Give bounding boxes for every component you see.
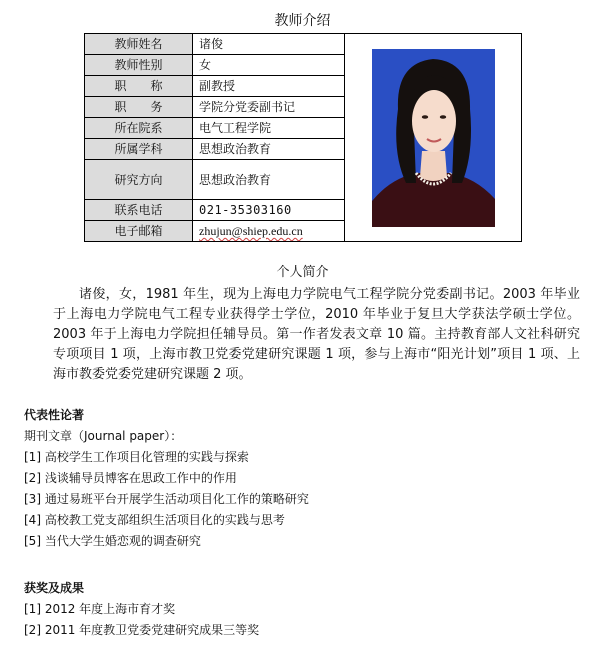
award-item: [1] 2012 年度上海市育才奖 — [24, 602, 176, 616]
publication-item: [4] 高校教工党支部组织生活项目化的实践与思考 — [24, 513, 285, 527]
publication-item: [5] 当代大学生婚恋观的调查研究 — [24, 534, 201, 548]
discipline-label: 所属学科 — [85, 139, 193, 160]
publications-section — [24, 405, 309, 552]
award-item: [2] 2011 年度教卫党委党建研究成果三等奖 — [24, 623, 260, 637]
department-value: 电气工程学院 — [193, 118, 345, 139]
title-value: 副教授 — [193, 76, 345, 97]
email-value[interactable] — [193, 221, 345, 242]
department-label: 所在院系 — [85, 118, 193, 139]
position-value: 学院分党委副书记 — [193, 97, 345, 118]
publication-item: [1] 高校学生工作项目化管理的实践与探索 — [24, 450, 249, 464]
publication-item: [3] 通过易班平台开展学生活动项目化工作的策略研究 — [24, 492, 309, 506]
publications-heading: 代表性论著 — [24, 408, 85, 422]
awards-section — [24, 578, 259, 641]
position-label: 职 务 — [85, 97, 193, 118]
publication-item: [2] 浅谈辅导员博客在思政工作中的作用 — [24, 471, 237, 485]
research-label: 研究方向 — [85, 160, 193, 200]
title-label: 职 称 — [85, 76, 193, 97]
discipline-value: 思想政治教育 — [193, 139, 345, 160]
phone-label: 联系电话 — [85, 200, 193, 221]
page-title: 教师介绍 — [274, 13, 331, 29]
name-value: 诸俊 — [193, 34, 345, 55]
portrait-photo — [372, 49, 495, 227]
profile-row-name — [85, 34, 522, 55]
research-value: 思想政治教育 — [193, 160, 345, 200]
publications-subheading: 期刊文章（Journal paper）： — [24, 429, 183, 443]
gender-value: 女 — [193, 55, 345, 76]
phone-value: 021-35303160 — [193, 200, 345, 221]
awards-heading: 获奖及成果 — [24, 581, 85, 595]
photo-cell — [345, 34, 522, 242]
email-link[interactable]: zhujun@shiep.edu.cn — [199, 224, 303, 238]
profile-table — [84, 33, 522, 242]
email-label: 电子邮箱 — [85, 221, 193, 242]
bio-text: 诸俊，女，1981 年生，现为上海电力学院电气工程学院分党委副书记。2003 年毕业于上海电力学院电气工程专业获得学士学位，2010 年毕业于复旦大学获法学硕士学位。2003 年于上海电力学院担任辅导员。第一作者发表文章 10 篇。主持教育部人文社科研究专项项目 1 项，上海市教卫党委党建研究课题 1 项，参与上海市“阳光计划”项目 1 项、上海市教委党委党建研究课题 2 项。 — [53, 287, 580, 382]
gender-label: 教师性别 — [85, 55, 193, 76]
bio-heading: 个人简介 — [276, 265, 329, 280]
name-label: 教师姓名 — [85, 34, 193, 55]
